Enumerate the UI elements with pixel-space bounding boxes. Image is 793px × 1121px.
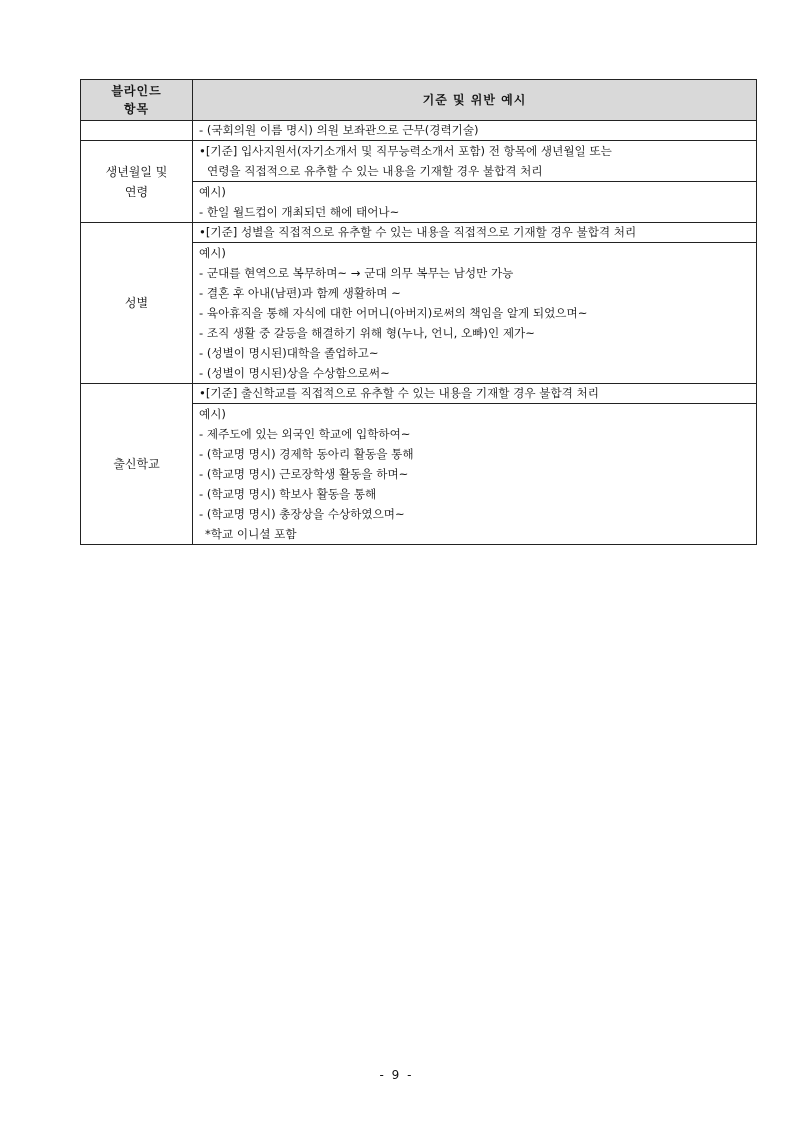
standard-cell — [193, 141, 757, 182]
note-text: *학교 이니셜 포함 — [205, 527, 297, 541]
example-item: - (국회의원 이름 명시) 의원 보좌관으로 근무(경력기술) — [199, 123, 479, 137]
example-item: - (학교명 명시) 경제학 동아리 활동을 통해 — [199, 447, 414, 461]
header-criteria: 기준 및 위반 예시 — [193, 80, 757, 121]
example-item: - (성별이 명시된)상을 수상함으로써~ — [199, 366, 390, 380]
table-row — [81, 223, 757, 243]
standard-text-continued: 연령을 직접적으로 유추할 수 있는 내용을 기재할 경우 불합격 처리 — [207, 164, 543, 178]
examples-label: 예시) — [199, 407, 226, 421]
standard-text: •[기준] 성별을 직접적으로 유추할 수 있는 내용을 직접적으로 기재할 경우 불합격 처리 — [199, 225, 637, 239]
examples-cell — [193, 243, 757, 384]
example-item: - 조직 생활 중 갈등을 해결하기 위해 형(누나, 언니, 오빠)인 제가~ — [199, 326, 535, 340]
example-item: - (학교명 명시) 학보사 활동을 통해 — [199, 487, 377, 501]
page-number: - 9 - — [379, 1068, 414, 1082]
header-blind-item — [81, 80, 193, 121]
table-row — [81, 121, 757, 141]
continued-example-cell — [193, 121, 757, 141]
standard-cell — [193, 384, 757, 404]
example-item: - (학교명 명시) 근로장학생 활동을 하며~ — [199, 467, 409, 481]
empty-category-cell — [81, 121, 193, 141]
blind-criteria-table — [80, 79, 757, 545]
examples-cell — [193, 182, 757, 223]
category-line2: 연령 — [124, 184, 149, 199]
category-school: 출신학교 — [81, 384, 193, 545]
examples-label: 예시) — [199, 185, 226, 199]
category-line1: 생년월일 및 — [105, 164, 168, 179]
standard-cell — [193, 223, 757, 243]
example-item: - 육아휴직을 통해 자식에 대한 어머니(아버지)로써의 책임을 알게 되었으며~ — [199, 306, 588, 320]
examples-label: 예시) — [199, 246, 226, 260]
example-item: - 한일 월드컵이 개최되던 해에 태어나~ — [199, 205, 400, 219]
table-header-row — [81, 80, 757, 121]
standard-text: •[기준] 입사지원서(자기소개서 및 직무능력소개서 포함) 전 항목에 생년월일 또는 — [199, 144, 612, 158]
example-item: - 군대를 현역으로 복무하며~ → 군대 의무 복무는 남성만 가능 — [199, 266, 514, 280]
table-row — [81, 384, 757, 404]
standard-text: •[기준] 출신학교를 직접적으로 유추할 수 있는 내용을 기재할 경우 불합격 처리 — [199, 386, 599, 400]
table-row — [81, 141, 757, 182]
example-item: - 제주도에 있는 외국인 학교에 입학하여~ — [199, 427, 411, 441]
category-birthdate-age — [81, 141, 193, 223]
header-blind-item-line1: 블라인드 — [111, 84, 162, 98]
example-item: - (학교명 명시) 총장상을 수상하였으며~ — [199, 507, 405, 521]
category-gender: 성별 — [81, 223, 193, 384]
example-item: - (성별이 명시된)대학을 졸업하고~ — [199, 346, 379, 360]
examples-cell — [193, 404, 757, 545]
header-blind-item-line2: 항목 — [123, 102, 150, 116]
example-item: - 결혼 후 아내(남편)과 함께 생활하며 ~ — [199, 286, 401, 300]
